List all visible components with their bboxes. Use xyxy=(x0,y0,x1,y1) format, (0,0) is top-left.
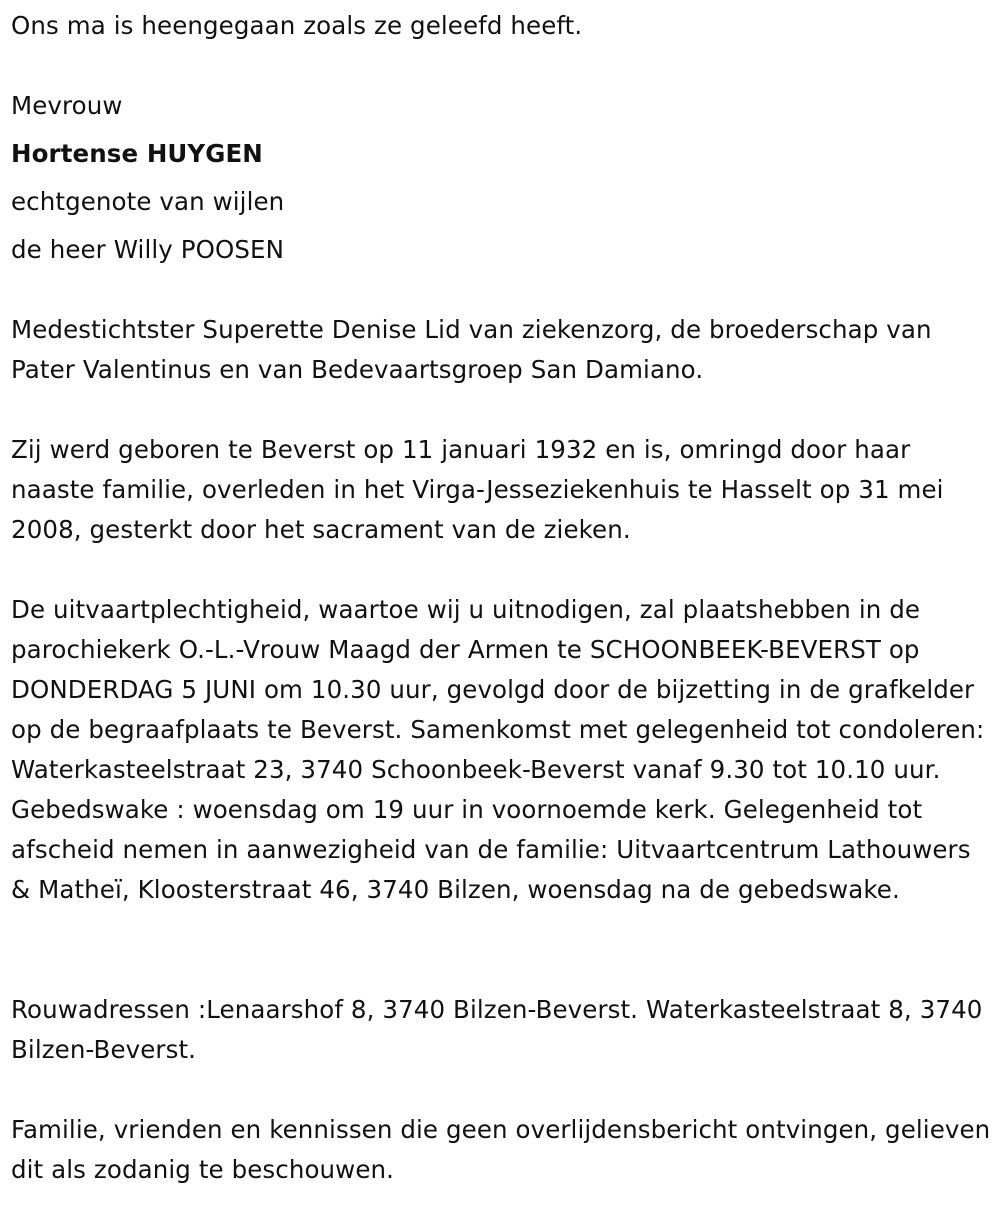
relation-line-2: de heer Willy POOSEN xyxy=(11,235,285,264)
relation-line-1: echtgenote van wijlen xyxy=(11,187,285,216)
affiliations-paragraph: Medestichtster Superette Denise Lid van ziekenzorg, de broederschap van Pater Valentinus en van Bedevaartsgroep San Damiano. xyxy=(11,315,932,384)
funeral-paragraph: De uitvaartplechtigheid, waartoe wij u uitnodigen, zal plaatshebben in de parochiekerk O.-L.-Vrouw Maagd der Armen te SCHOONBEEK-BEVERST op DONDERDAG 5 JUNI om 10.30 uur, gevolgd door de bijzetting in de grafkelder op de begraafplaats te Beverst. Samenkomst met gelegenheid tot condoleren: Waterkasteelstraat 23, 3740 Schoonbeek-Beverst vanaf 9.30 tot 10.10 uur. Gebedswake : woensdag om 19 uur in voornoemde kerk. Gelegenheid tot afscheid nemen in aanwezigheid van de familie: Uitvaartcentrum Lathouwers & Matheï, Kloosterstraat 46, 3740 Bilzen, woensdag na de gebedswake. xyxy=(11,595,985,904)
title: Mevrouw xyxy=(11,91,123,120)
birth-death-paragraph: Zij werd geboren te Beverst op 11 januari 1932 en is, omringd door haar naaste familie, overleden in het Virga-Jesseziekenhuis te Hasselt op 31 mei 2008, gesterkt door het sacrament van de zieken. xyxy=(11,435,944,544)
deceased-name: Hortense HUYGEN xyxy=(11,139,263,168)
addresses-paragraph: Rouwadressen :Lenaarshof 8, 3740 Bilzen-Beverst. Waterkasteelstraat 8, 3740 Bilzen-Beverst. xyxy=(11,995,983,1064)
closing-paragraph: Familie, vrienden en kennissen die geen overlijdensbericht ontvingen, gelieven dit als zodanig te beschouwen. xyxy=(11,1115,991,1184)
opening-line: Ons ma is heengegaan zoals ze geleefd heeft. xyxy=(11,11,583,40)
